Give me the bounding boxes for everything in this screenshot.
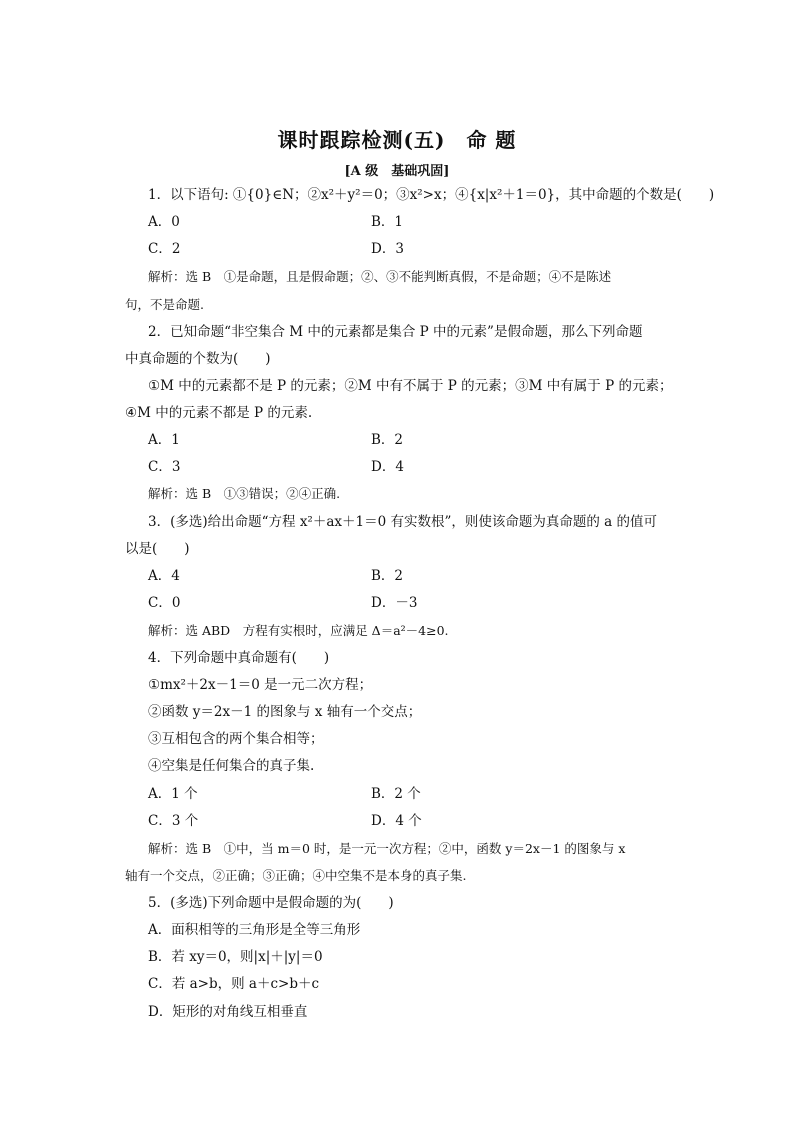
question-2-stem-cont: 中真命题的个数为( ) <box>125 351 271 367</box>
q2-solution: 解析：选 B ①③错误；②④正确. <box>148 486 341 501</box>
q5-option-a: A．面积相等的三角形是全等三角形 <box>148 922 361 938</box>
section-subtitle: [A 级 基础巩固] <box>344 164 450 179</box>
q2-option-d: D．4 <box>371 459 404 475</box>
q1-option-c: C．2 <box>148 241 181 257</box>
q1-option-b: B．1 <box>371 214 404 230</box>
q4-option-b: B．2 个 <box>371 786 421 802</box>
question-3-stem: 3．(多选)给出命题“方程 x²＋ax＋1＝0 有实数根”，则使该命题为真命题的 a 的值可 <box>148 514 658 530</box>
q1-solution: 解析：选 B ①是命题，且是假命题；②、③不能判断真假，不是命题；④不是陈述 <box>148 269 612 284</box>
q1-option-a: A．0 <box>148 214 180 230</box>
q2-items: ①M 中的元素都不是 P 的元素；②M 中有不属于 P 的元素；③M 中有属于 P 的元素； <box>148 378 673 394</box>
q4-item-4: ④空集是任何集合的真子集. <box>148 758 315 774</box>
q2-items-cont: ④M 中的元素不都是 P 的元素. <box>125 405 313 421</box>
q4-item-2: ②函数 y＝2x－1 的图象与 x 轴有一个交点； <box>148 704 422 720</box>
q3-option-a: A．4 <box>148 568 180 584</box>
q3-option-b: B．2 <box>371 568 404 584</box>
q3-option-d: D．－3 <box>371 595 418 611</box>
q3-option-c: C．0 <box>148 595 181 611</box>
q1-option-d: D．3 <box>371 241 404 257</box>
q5-option-b: B．若 xy＝0，则|x|＋|y|＝0 <box>148 949 323 965</box>
q4-item-3: ③互相包含的两个集合相等； <box>148 731 324 747</box>
q2-option-c: C．3 <box>148 459 181 475</box>
q5-option-d: D．矩形的对角线互相垂直 <box>148 1004 308 1020</box>
q2-option-b: B．2 <box>371 432 404 448</box>
q4-solution: 解析：选 B ①中，当 m＝0 时，是一元一次方程；②中，函数 y＝2x－1 的图象与 x <box>148 841 626 856</box>
q4-option-c: C．3 个 <box>148 813 199 829</box>
question-5-stem: 5．(多选)下列命题中是假命题的为( ) <box>148 895 394 911</box>
q4-option-d: D．4 个 <box>371 813 422 829</box>
q4-item-1: ①mx²＋2x－1＝0 是一元二次方程； <box>148 677 373 693</box>
q5-option-c: C．若 a>b，则 a＋c>b＋c <box>148 976 320 992</box>
question-4-stem: 4．下列命题中真命题有( ) <box>148 650 330 666</box>
question-3-stem-cont: 以是( ) <box>125 541 190 557</box>
question-1-stem: 1．以下语句: ①{0}∈N；②x²＋y²＝0；③x²>x；④{x|x²＋1＝0}，其中命题的个数是( ) <box>148 187 715 203</box>
page-title: 课时跟踪检测(五) 命 题 <box>277 128 517 152</box>
q1-solution-cont: 句，不是命题. <box>125 297 204 312</box>
q4-option-a: A．1 个 <box>148 786 198 802</box>
question-2-stem: 2．已知命题“非空集合 M 中的元素都是集合 P 中的元素”是假命题，那么下列命题 <box>148 324 643 340</box>
q2-option-a: A．1 <box>148 432 180 448</box>
q4-solution-cont: 轴有一个交点，②正确；③正确；④中空集不是本身的真子集. <box>125 868 467 883</box>
q3-solution: 解析：选 ABD 方程有实根时，应满足 Δ＝a²－4≥0. <box>148 623 449 638</box>
